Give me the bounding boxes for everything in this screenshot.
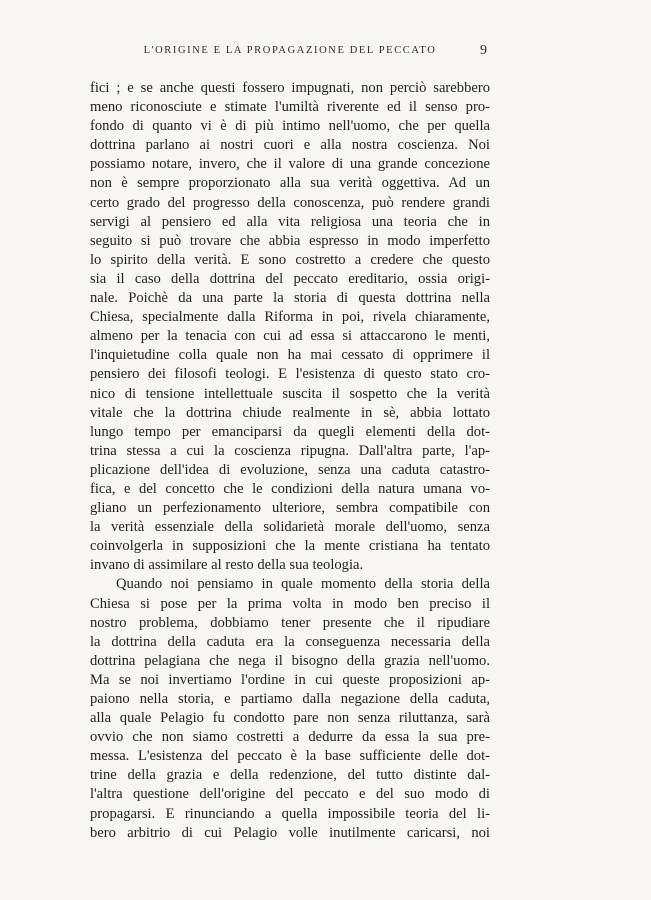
text-line: possiamo notare, invero, che il valore di una grande concezione	[90, 156, 490, 173]
text-line: vitale che la dottrina chiude realmente in sè, abbia lottato	[90, 404, 490, 421]
text-line: l'inquietudine colla quale non ha mai cessato di opprimere il	[90, 347, 490, 364]
text-line: la dottrina della caduta era la conseguenza necessaria della	[90, 633, 490, 650]
text-line: Chiesa si pose per la prima volta in modo ben preciso il	[90, 595, 490, 612]
text-line: nale. Poichè da una parte la storia di questa dottrina nella	[90, 290, 490, 307]
text-line: pensiero dei filosofi teologi. E l'esistenza di questo stato cro-	[90, 366, 490, 383]
text-line: dottrina pelagiana che nega il bisogno della grazia nell'uomo.	[90, 652, 490, 669]
text-line: ovvio che non siamo costretti a dedurre da essa la sua pre-	[90, 729, 490, 746]
text-line: nico di tensione intellettuale suscita il sospetto che la verità	[90, 385, 490, 402]
text-line: bero arbitrio di cui Pelagio volle inutilmente caricarsi, noi	[90, 824, 490, 841]
text-line: messa. L'esistenza del peccato è la base sufficiente delle dot-	[90, 748, 490, 765]
text-line: l'altra questione dell'origine del peccato e del suo modo di	[90, 786, 490, 803]
paragraph-end-line: invano di assimilare al resto della sua teologia.	[90, 557, 364, 574]
text-line: certo grado del progresso della conoscenza, può rendere grandi	[90, 194, 490, 211]
text-line: trine della grazia e della redenzione, del tutto distinte dal-	[90, 767, 490, 784]
text-line: Ma se noi invertiamo l'ordine in cui queste proposizioni ap-	[90, 671, 490, 688]
text-line: la verità essenziale della solidarietà morale dell'uomo, senza	[90, 519, 490, 536]
text-line: nostro problema, dobbiamo tener presente che il ripudiare	[90, 614, 490, 631]
text-line: trina stessa a cui la coscienza ripugna. Dall'altra parte, l'ap-	[90, 442, 490, 459]
text-line: propagarsi. E rinunciando a quella impossibile teoria del li-	[90, 805, 490, 822]
text-line: Chiesa, specialmente dalla Riforma in poi, rivela chiaramente,	[90, 309, 490, 326]
text-line: fici ; e se anche questi fossero impugnati, non perciò sarebbero	[90, 80, 490, 96]
text-line: dottrina parlano ai nostri cuori e alla nostra coscienza. Noi	[90, 137, 490, 154]
text-line: almeno per la tenacia con cui ad essa si attaccarono le menti,	[90, 328, 490, 345]
text-line: servigi al pensiero ed alla vita religiosa una teoria che in	[90, 213, 490, 230]
paragraph-start-line: Quando noi pensiamo in quale momento della storia della	[116, 576, 490, 593]
text-line: gliano un perfezionamento ulteriore, sembra compatibile con	[90, 500, 490, 517]
page-number: 9	[480, 43, 487, 58]
text-line: coinvolgerla in supposizioni che la mente cristiana ha tentato	[90, 538, 490, 555]
text-line: sia il caso della dottrina del peccato ereditario, ossia origi-	[90, 270, 490, 287]
text-line: meno riconosciute e stimate l'umiltà riverente ed il senso pro-	[90, 99, 490, 116]
text-line: plicazione dell'idea di evoluzione, senza una caduta catastro-	[90, 461, 490, 478]
text-line: lo spirito della verità. E sono costretto a credere che questo	[90, 251, 490, 268]
body-text	[90, 79, 490, 843]
text-line: fondo di quanto vi è di più intimo nell'uomo, che per quella	[90, 118, 490, 135]
text-line: non è sempre proporzionato alla sua verità oggettiva. Ad un	[90, 175, 490, 192]
running-title: L'ORIGINE E LA PROPAGAZIONE DEL PECCATO	[143, 45, 437, 56]
text-line: fica, e del concetto che le condizioni della natura umana vo-	[90, 480, 490, 497]
text-line: paiono nella storia, e partiamo dalla negazione della caduta,	[90, 691, 490, 707]
text-line: alla quale Pelagio fu condotto pare non senza riluttanza, sarà	[90, 710, 490, 727]
text-line: seguito si può trovare che abbia espresso in modo imperfetto	[90, 232, 490, 249]
text-line: lungo tempo per emanciparsi da quegli elementi della dot-	[90, 423, 490, 440]
